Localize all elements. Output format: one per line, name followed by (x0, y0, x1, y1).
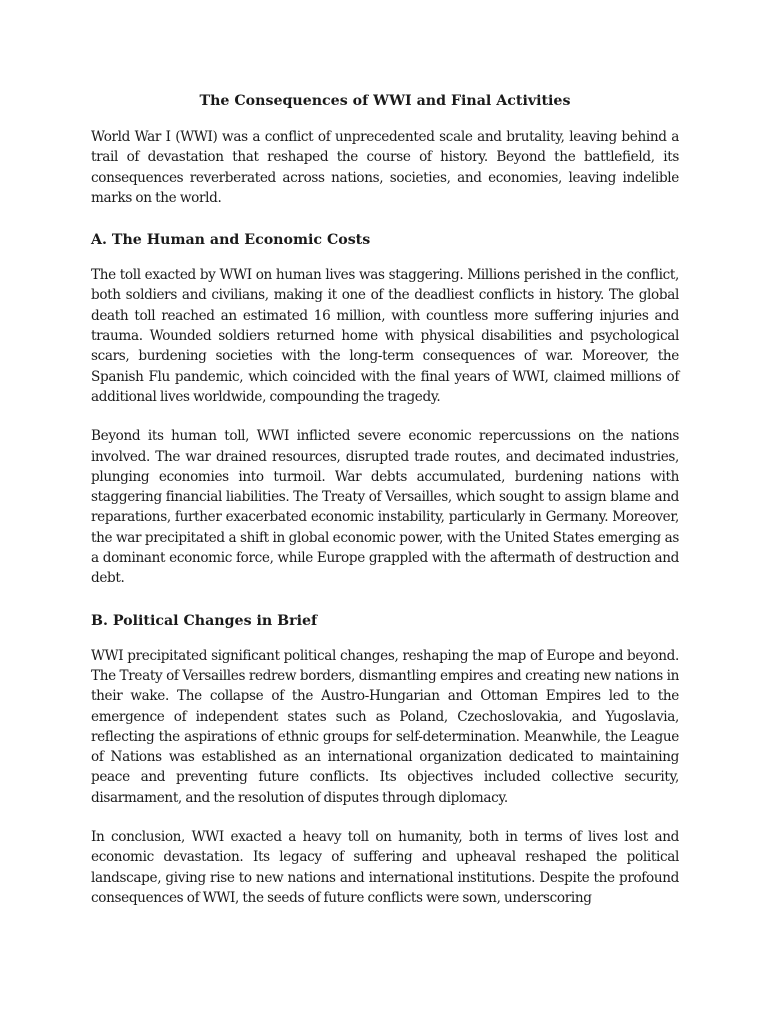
paragraph-political-changes: WWI precipitated significant political changes, reshaping the map of Europe and beyond. The Treaty of Versailles redrew borders, dismantling empires and creating new nations in their wake. The collapse of the Austro-Hungarian and Ottoman Empires led to the emergence of independent states such as Poland, Czechoslovakia, and Yugoslavia, reflecting the aspirations of ethnic groups for self-determination. Meanwhile, the League of Nations was established as an international organization dedicated to maintaining peace and preventing future conflicts. Its objectives included collective security, disarmament, and the resolution of disputes through diplomacy. (91, 647, 679, 806)
section-heading-political-changes: B. Political Changes in Brief (91, 612, 318, 629)
section-heading-human-economic-costs: A. The Human and Economic Costs (91, 232, 371, 249)
paragraph-conclusion: In conclusion, WWI exacted a heavy toll on humanity, both in terms of lives lost and economic devastation. Its legacy of suffering and upheaval reshaped the political landscape, giving rise to new nations and international institutions. Despite the profound consequences of WWI, the seeds of future conflicts were sown, underscoring (91, 829, 679, 906)
intro-paragraph: World War I (WWI) was a conflict of unprecedented scale and brutality, leaving behind a trail of devastation that reshaped the course of history. Beyond the battlefield, its consequences reverberated across nations, societies, and economies, leaving indelible marks on the world. (91, 129, 679, 206)
document-title: The Consequences of WWI and Final Activities (199, 93, 571, 109)
paragraph-human-toll: The toll exacted by WWI on human lives was staggering. Millions perished in the conflict, both soldiers and civilians, making it one of the deadliest conflicts in history. The global death toll reached an estimated 16 million, with countless more suffering injuries and trauma. Wounded soldiers returned home with physical disabilities and psychological scars, burdening societies with the long-term consequences of war. Moreover, the Spanish Flu pandemic, which coincided with the final years of WWI, claimed millions of additional lives worldwide, compounding the tragedy. (91, 267, 679, 405)
document-page (91, 88, 679, 927)
paragraph-economic-repercussions: Beyond its human toll, WWI inflicted severe economic repercussions on the nations involved. The war drained resources, disrupted trade routes, and decimated industries, plunging economies into turmoil. War debts accumulated, burdening nations with staggering financial liabilities. The Treaty of Versailles, which sought to assign blame and reparations, further exacerbated economic instability, particularly in Germany. Moreover, the war precipitated a shift in global economic power, with the United States emerging as a dominant economic force, while Europe grappled with the aftermath of destruction and debt. (91, 428, 679, 587)
